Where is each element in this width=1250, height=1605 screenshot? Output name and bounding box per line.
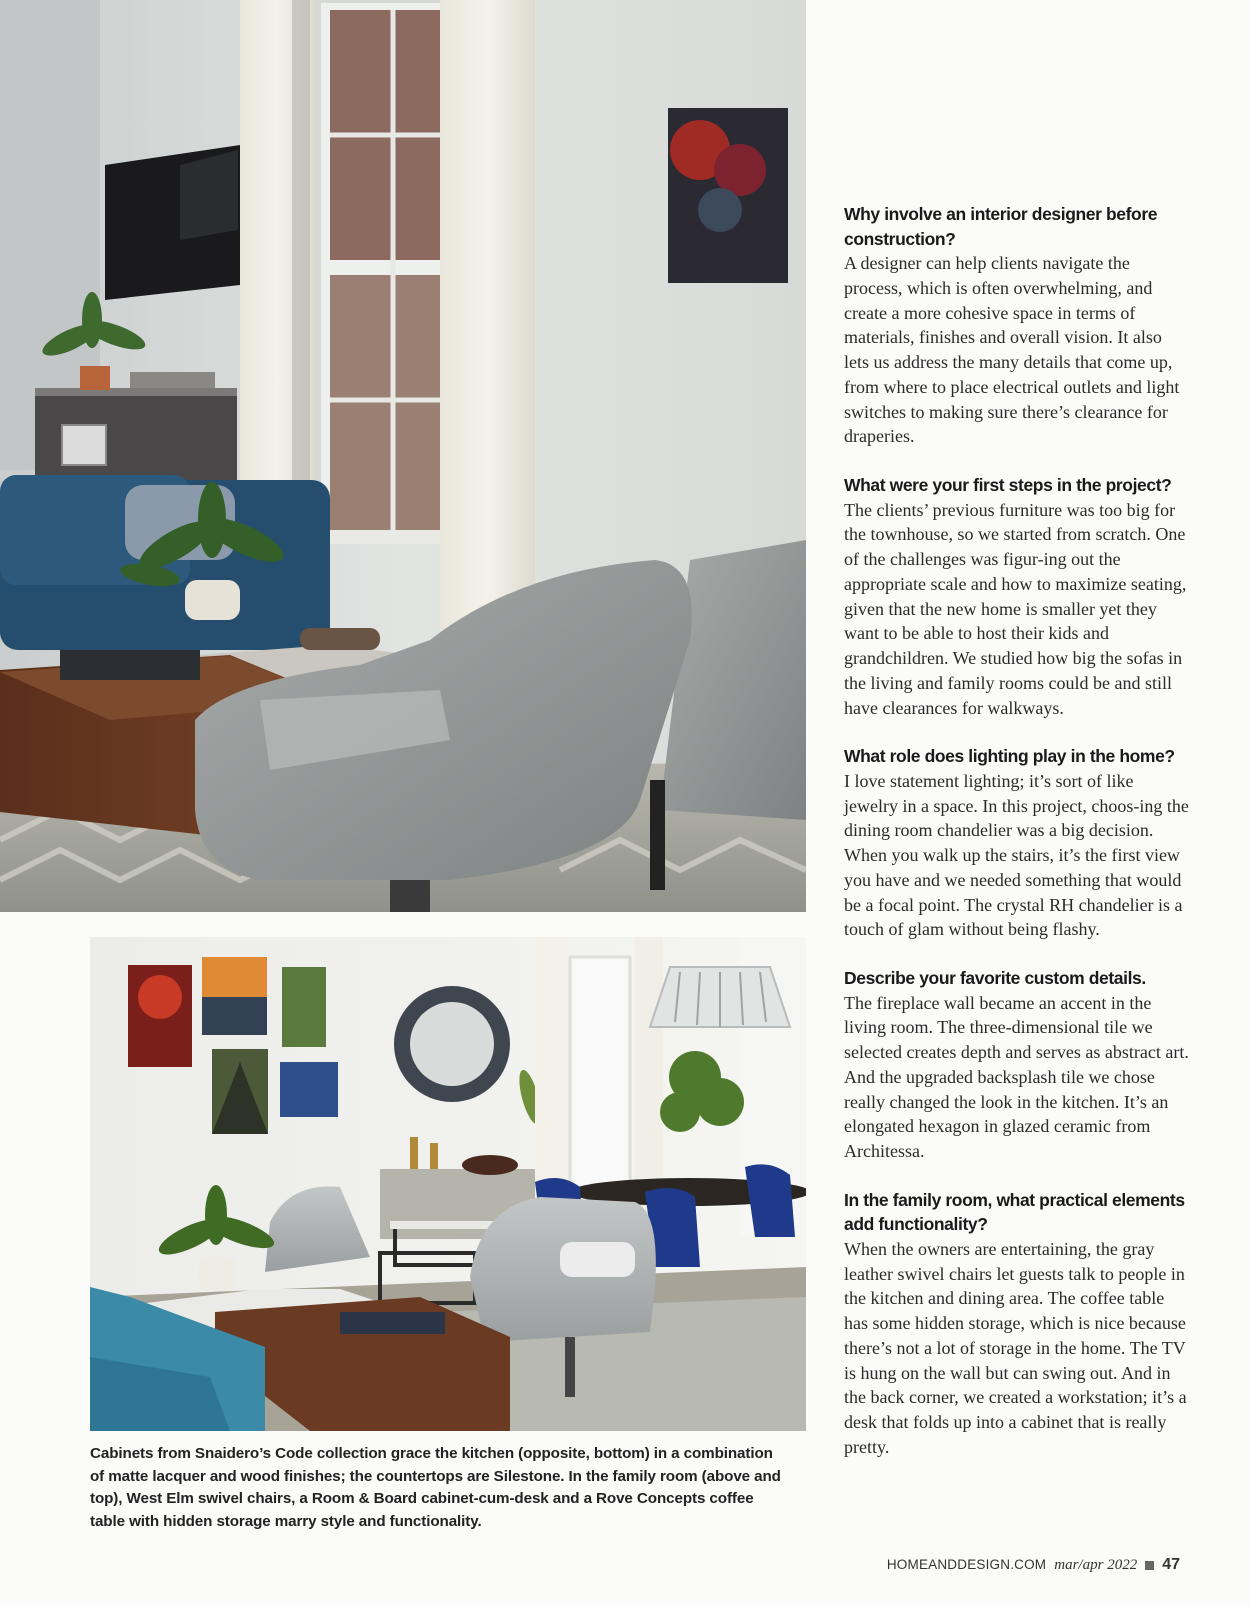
answer: When the owners are entertaining, the gray leather swivel chairs let guests talk to people in the kitchen and dining area. The coffee table has some hidden storage, which is nice because there’s not a lot of storage in the home. The TV is hung on the wall but can swing out. And in the back corner, we created a workstation; it’s a desk that folds up into a cabinet that is really pretty.	[844, 1238, 1187, 1457]
interview-article	[844, 202, 1189, 1484]
question: What role does lighting play in the home?	[844, 746, 1175, 767]
square-bullet-icon	[1145, 1561, 1154, 1570]
living-dining-room-photo	[90, 937, 806, 1431]
family-room-illustration	[0, 0, 806, 912]
website-url: HOMEANDDESIGN.COM	[886, 1557, 1047, 1572]
answer: I love statement lighting; it’s sort of like jewelry in a space. In this project, choos-ing the dining room chandelier was a big decision. When you walk up the stairs, it’s the first view you have and we needed something that would be a focal point. The crystal RH chandelier is a touch of glam without being flashy.	[844, 770, 1189, 940]
question: Why involve an interior designer before construction?	[844, 204, 1158, 249]
answer: The clients’ previous furniture was too big for the townhouse, so we started from scratch. One of the challenges was figur-ing out the appropriate scale and how to maximize seating, given that the new home is smaller yet they want to be able to host their kids and grandchildren. We studied how big the sofas in the living and family rooms could be and still have clearances for walkways.	[844, 499, 1187, 718]
qa-block	[844, 1188, 1189, 1460]
question: Describe your favorite custom details.	[844, 968, 1146, 988]
answer: A designer can help clients navigate the process, which is often overwhelming, and create a more cohesive space in terms of materials, finishes and overall vision. It also lets us address the many details that come up, from where to place electrical outlets and light switches to making sure there’s clearance for draperies.	[844, 253, 1180, 447]
living-dining-illustration	[90, 937, 806, 1431]
photo-caption: Cabinets from Snaidero’s Code collection grace the kitchen (opposite, bottom) in a combination of matte lacquer and wood finishes; the countertops are Silestone. In the family room (above and top), West Elm swivel chairs, a Room & Board cabinet-cum-desk and a Rove Concepts coffee table with hidden storage marry style and functionality.	[90, 1445, 781, 1530]
page-footer	[887, 1556, 1180, 1574]
qa-block	[844, 966, 1189, 1164]
page-number: 47	[1162, 1556, 1180, 1573]
qa-block	[844, 202, 1189, 449]
qa-block	[844, 744, 1189, 942]
question: In the family room, what practical elements add functionality?	[844, 1189, 1185, 1235]
answer: The fireplace wall became an accent in the living room. The three-dimensional tile we selected creates depth and serves as abstract art. And the upgraded backsplash tile we chose really changed the look in the kitchen. It’s an elongated hexagon in glazed ceramic from Architessa.	[844, 992, 1189, 1161]
qa-block	[844, 473, 1189, 720]
issue-date: mar/apr 2022	[1054, 1557, 1138, 1573]
family-room-photo	[0, 0, 806, 912]
question: What were your first steps in the project?	[844, 475, 1172, 495]
